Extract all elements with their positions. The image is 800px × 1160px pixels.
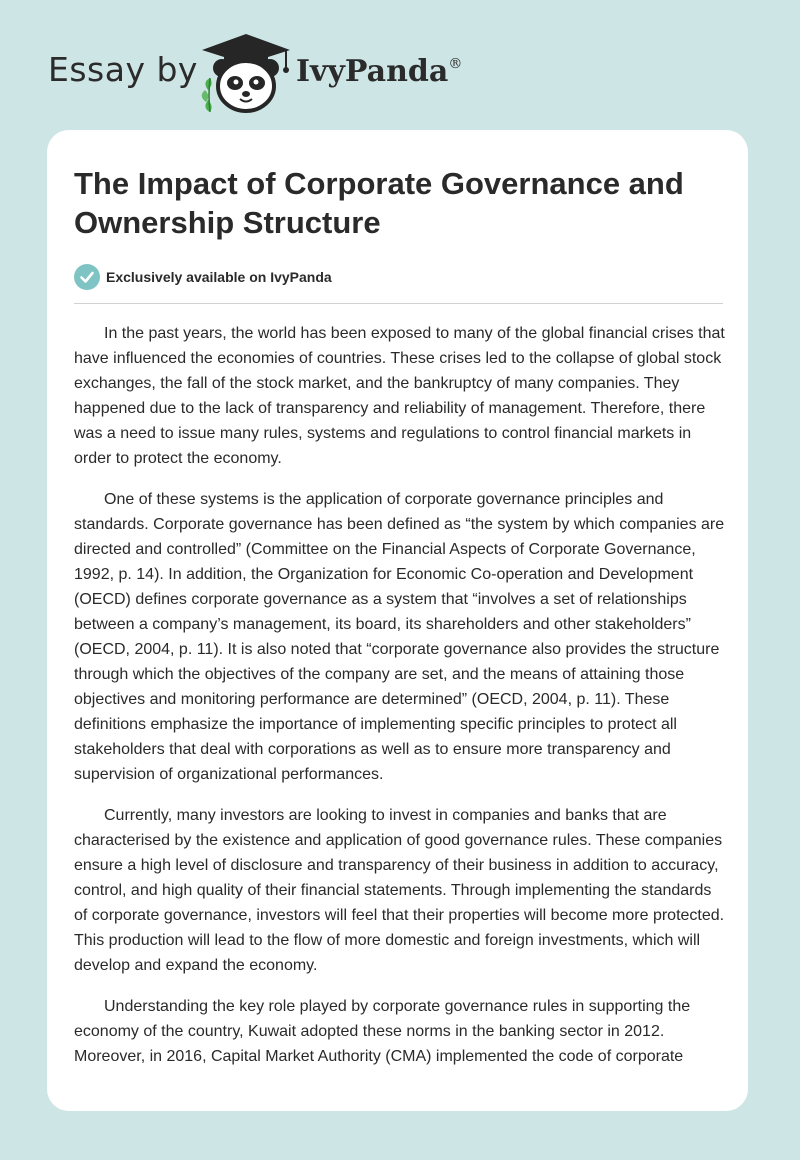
essay-title: The Impact of Corporate Governance and Ownership Structure: [74, 166, 684, 240]
badge-label: Exclusively available on IvyPanda: [106, 269, 332, 285]
exclusive-badge: [74, 264, 332, 290]
paragraph: In the past years, the world has been exposed to many of the global financial crises that have influenced the economies of countries. These crises led to the collapse of global stock exchanges, the fall of the stock market, and the bankruptcy of many companies. They happened due to the lack of transparency and reliability of management. Therefore, there was a need to issue many rules, systems and regulations to control financial markets in order to protect the economy.: [74, 325, 725, 467]
paragraph: One of these systems is the application of corporate governance principles and standards. Corporate governance has been defined as “the system by which companies are directed and controlled” (Committee on the Financial Aspects of Corporate Governance, 1992, p. 14). In addition, the Organization for Economic Co-operation and Development (OECD) defines corporate governance as a system that “involves a set of relationships between a company’s management, its board, its shareholders and other stakeholders” (OECD, 2004, p. 11). It is also noted that “corporate governance also provides the structure through which the objectives of the company are set, and the means of attaining those objectives and monitoring performance are determined” (OECD, 2004, p. 11). These definitions emphasize the importance of implementing specific principles to protect all stakeholders that deal with corporations as well as to ensure more transparency and supervision of organizational performances.: [74, 491, 725, 783]
divider: [74, 303, 723, 304]
brand-name[interactable]: IvyPanda®: [296, 54, 463, 89]
panda-graduate-logo-icon[interactable]: [198, 30, 294, 114]
paragraph: Currently, many investors are looking to invest in companies and banks that are characterised by the existence and application of good governance rules. These companies ensure a high level of disclosure and transparency of their business in addition to accuracy, control, and high quality of their financial statements. Through implementing the standards of corporate governance, investors will feel that their properties will become more protected. This production will lead to the flow of more domestic and foreign investments, which will develop and expand the economy.: [74, 807, 725, 974]
paragraph: Understanding the key role played by corporate governance rules in supporting the economy of the country, Kuwait adopted these norms in the banking sector in 2012. Moreover, in 2016, Capital Market Authority (CMA) implemented the code of corporate: [74, 998, 691, 1065]
brand-prefix: Essay by: [48, 50, 198, 89]
essay-body: [74, 321, 726, 1085]
check-circle-icon: [74, 264, 100, 290]
essay-card: [47, 130, 748, 1111]
site-header: [0, 0, 800, 130]
